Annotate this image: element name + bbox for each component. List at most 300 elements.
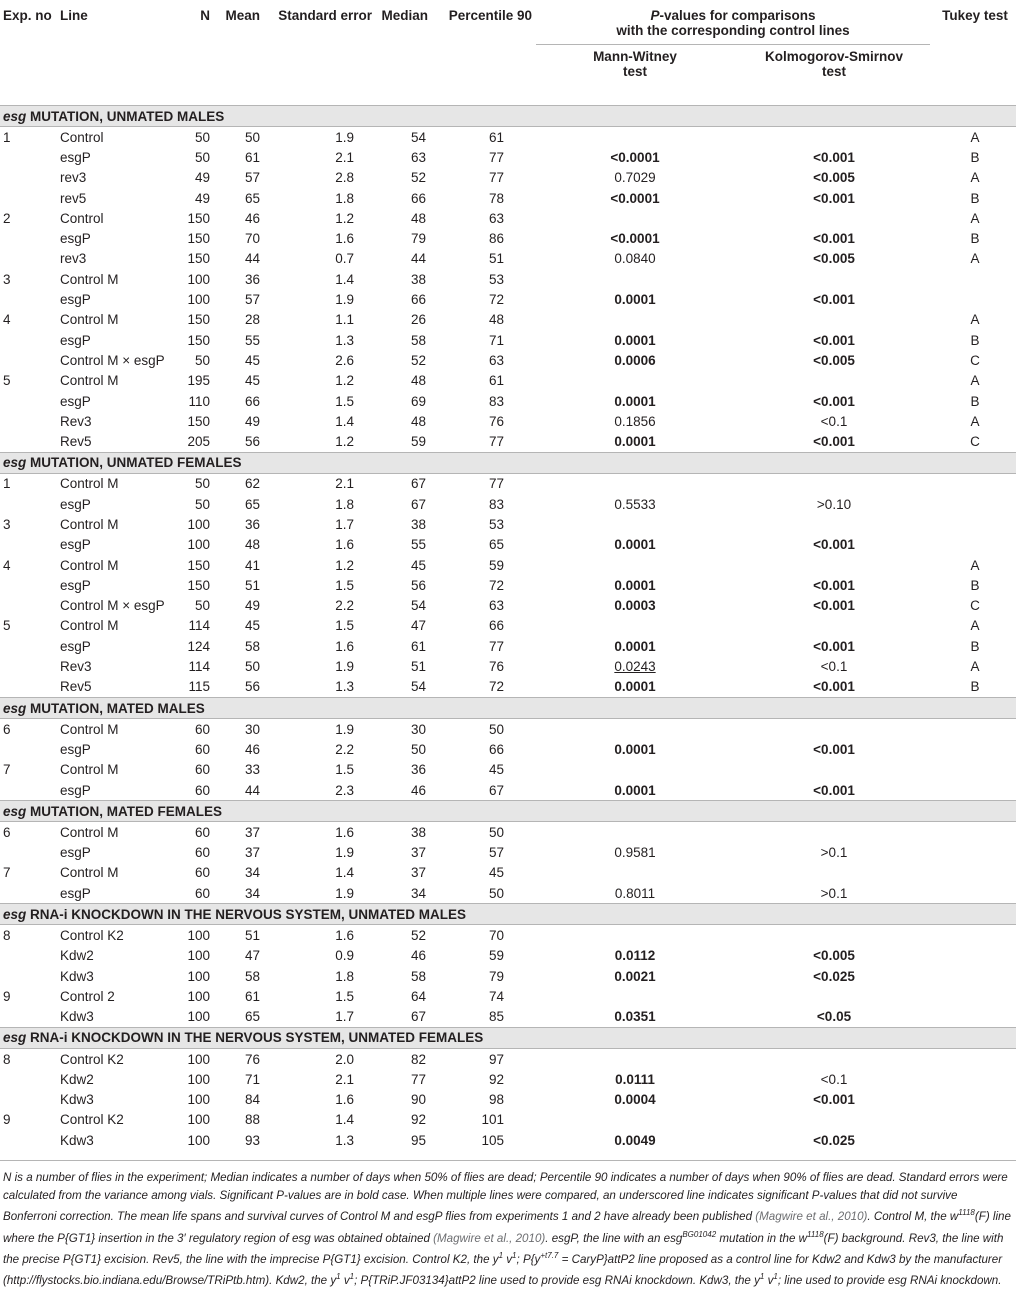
cell-standard-error: 1.9: [335, 845, 354, 861]
cell-line: Control K2: [60, 1051, 124, 1067]
cell-exp-no: [0, 330, 60, 350]
cell-standard-error: 1.5: [335, 618, 354, 634]
footnote-text: . Control M, the w: [867, 1210, 959, 1224]
cell-line: Kdw2: [60, 948, 94, 964]
table-row: [0, 780, 1016, 801]
ks-line1: Kolmogorov-Smirnov: [765, 49, 904, 64]
cell-tukey: B: [970, 679, 980, 695]
cell-kolmogorov-smirnov: [734, 616, 934, 636]
cell-percentile-90: 57: [488, 845, 504, 861]
section-header: [0, 698, 1016, 719]
cell-median: 69: [410, 393, 426, 409]
cell-tukey: C: [970, 598, 980, 614]
cell-mann-witney: 0.1856: [614, 413, 656, 429]
section-title: [0, 1027, 1016, 1048]
cell-median: 36: [410, 762, 426, 778]
cell-exp-no: [0, 249, 60, 269]
cell-median: 45: [410, 557, 426, 573]
cell-mean: 45: [244, 373, 260, 389]
cell-n: 150: [187, 251, 210, 267]
footnote-text: = CaryP}attP2 line proposed as a control line for Kdw2 and Kdw3 by the manufacturer (http://flystocks.bio.indiana.edu/Browse/TRiPtb.htm). Kdw2, the y: [3, 1252, 1003, 1288]
cell-mann-witney: 0.0001: [614, 537, 656, 553]
cell-mann-witney: <0.0001: [610, 231, 660, 247]
cell-percentile-90: 66: [488, 741, 504, 757]
cell-percentile-90: 77: [488, 170, 504, 186]
cell-kolmogorov-smirnov: >0.10: [816, 496, 852, 512]
table-row: [0, 863, 1016, 883]
cell-mann-witney: 0.0351: [614, 1009, 656, 1025]
cell-mann-witney: [536, 760, 734, 780]
cell-standard-error: 2.2: [335, 741, 354, 757]
cell-n: 150: [187, 312, 210, 328]
cell-n: 100: [187, 1112, 210, 1128]
cell-percentile-90: 71: [488, 332, 504, 348]
superscript: 1: [759, 1272, 765, 1282]
cell-median: 90: [410, 1092, 426, 1108]
cell-line: Control M: [60, 618, 119, 634]
footnote-text: ; P{TRiP.JF03134}attP2 line used to provide esg RNAi knockdown. Kdw3, the y: [354, 1274, 760, 1288]
cell-n: 100: [187, 1071, 210, 1087]
cell-line: esgP: [60, 537, 91, 553]
cell-mean: 57: [244, 170, 260, 186]
cell-kolmogorov-smirnov: [734, 760, 934, 780]
cell-median: 77: [410, 1071, 426, 1087]
cell-tukey: [934, 1110, 1016, 1130]
cell-percentile-90: 72: [488, 577, 504, 593]
cell-standard-error: 2.3: [335, 782, 354, 798]
cell-mann-witney: 0.0001: [614, 679, 656, 695]
cell-kolmogorov-smirnov: <0.001: [813, 292, 855, 308]
cell-kolmogorov-smirnov: <0.1: [820, 413, 848, 429]
section-title-text: MUTATION, UNMATED FEMALES: [26, 455, 242, 471]
cell-exp-no: [0, 411, 60, 431]
table-row: [0, 350, 1016, 370]
cell-median: 46: [410, 948, 426, 964]
cell-standard-error: 1.8: [335, 190, 354, 206]
cell-median: 34: [410, 885, 426, 901]
section-title: [0, 452, 1016, 473]
cell-standard-error: 0.7: [335, 251, 354, 267]
cell-exp-no: [0, 1089, 60, 1109]
cell-tukey: [934, 1130, 1016, 1150]
reference-link[interactable]: (Magwire et al., 2010): [755, 1210, 868, 1224]
table-row: [0, 371, 1016, 391]
cell-kolmogorov-smirnov: [734, 555, 934, 575]
cell-standard-error: 1.4: [335, 413, 354, 429]
cell-mann-witney: 0.0001: [614, 638, 656, 654]
section-title-gene: esg: [3, 906, 27, 922]
cell-line: Control: [60, 210, 104, 226]
cell-exp-no: [0, 1069, 60, 1089]
cell-n: 150: [187, 557, 210, 573]
cell-kolmogorov-smirnov: <0.001: [813, 638, 855, 654]
table-row: [0, 636, 1016, 656]
cell-exp-no: 3: [3, 516, 11, 532]
section-title-text: MUTATION, MATED MALES: [26, 700, 205, 716]
cell-line: Kdw2: [60, 1071, 94, 1087]
footnote-text: (F) background. Rev3, the line with the precise P{GT1} excision. Rev5, the line with the imprecise P{GT1} excision. Control K2, the y: [3, 1231, 1004, 1266]
cell-percentile-90: 92: [488, 1071, 504, 1087]
cell-median: 54: [410, 679, 426, 695]
cell-n: 49: [194, 170, 210, 186]
cell-median: 48: [410, 210, 426, 226]
cell-tukey: A: [970, 210, 980, 226]
cell-median: 38: [410, 824, 426, 840]
cell-mann-witney: 0.0001: [614, 332, 656, 348]
cell-percentile-90: 61: [488, 373, 504, 389]
table-row: [0, 1007, 1016, 1028]
cell-exp-no: [0, 780, 60, 801]
cell-tukey: [934, 1089, 1016, 1109]
cell-percentile-90: 63: [488, 210, 504, 226]
cell-mann-witney: 0.0003: [614, 598, 656, 614]
cell-median: 92: [410, 1112, 426, 1128]
cell-mann-witney: 0.0001: [614, 292, 656, 308]
cell-mean: 44: [244, 251, 260, 267]
cell-mean: 66: [244, 393, 260, 409]
header-mean: Mean: [225, 8, 260, 23]
cell-line: Rev3: [60, 659, 92, 675]
header-percentile-90: Percentile 90: [448, 8, 532, 23]
cell-n: 60: [194, 741, 210, 757]
cell-line: Control M: [60, 557, 119, 573]
cell-kolmogorov-smirnov: [734, 1048, 934, 1069]
cell-exp-no: [0, 431, 60, 452]
cell-tukey: B: [970, 332, 980, 348]
cell-line: Control M: [60, 373, 119, 389]
cell-percentile-90: 45: [488, 865, 504, 881]
cell-median: 48: [410, 413, 426, 429]
section-title-gene: esg: [3, 108, 27, 124]
cell-exp-no: [0, 677, 60, 698]
cell-line: esgP: [60, 782, 91, 798]
cell-percentile-90: 98: [488, 1092, 504, 1108]
cell-mean: 36: [244, 271, 260, 287]
cell-tukey: [934, 535, 1016, 555]
superscript: 1: [512, 1251, 517, 1261]
cell-line: esgP: [60, 577, 91, 593]
cell-standard-error: 1.6: [335, 231, 354, 247]
cell-mean: 45: [244, 618, 260, 634]
cell-standard-error: 1.5: [335, 393, 354, 409]
section-title-text: MUTATION, MATED FEMALES: [26, 803, 222, 819]
cell-kolmogorov-smirnov: <0.001: [813, 393, 855, 409]
cell-line: esgP: [60, 845, 91, 861]
cell-mean: 65: [244, 190, 260, 206]
cell-n: 60: [194, 762, 210, 778]
cell-line: Control M: [60, 476, 119, 492]
cell-tukey: [934, 966, 1016, 986]
cell-mann-witney: 0.0001: [614, 741, 656, 757]
cell-standard-error: 2.0: [335, 1051, 354, 1067]
cell-median: 52: [410, 170, 426, 186]
cell-percentile-90: 70: [488, 928, 504, 944]
cell-median: 48: [410, 373, 426, 389]
table-row: [0, 986, 1016, 1006]
cell-median: 66: [410, 190, 426, 206]
cell-line: Control M: [60, 824, 119, 840]
footnote-text: ; P{y: [516, 1252, 541, 1266]
table-row: [0, 1069, 1016, 1089]
cell-exp-no: 4: [3, 557, 11, 573]
cell-percentile-90: 97: [488, 1051, 504, 1067]
header-tukey: Tukey test: [942, 8, 1008, 23]
cell-exp-no: 9: [3, 1112, 11, 1128]
cell-exp-no: [0, 1130, 60, 1150]
cell-line: esgP: [60, 741, 91, 757]
cell-line: rev3: [60, 170, 87, 186]
section-title: [0, 801, 1016, 822]
cell-kolmogorov-smirnov: <0.001: [813, 332, 855, 348]
cell-mann-witney: [536, 127, 734, 148]
cell-n: 114: [188, 618, 210, 634]
cell-mean: 70: [244, 231, 260, 247]
section-title-gene: esg: [3, 803, 27, 819]
cell-standard-error: 1.9: [335, 129, 354, 145]
cell-mean: 46: [244, 741, 260, 757]
section-header: [0, 106, 1016, 127]
header-mann-witney: [536, 45, 734, 106]
cell-mean: 44: [244, 782, 260, 798]
superscript: 1: [349, 1272, 355, 1282]
cell-kolmogorov-smirnov: [734, 208, 934, 228]
header-pvalues-group: [536, 0, 934, 45]
section-header: [0, 801, 1016, 822]
table-row: [0, 535, 1016, 555]
cell-kolmogorov-smirnov: [734, 822, 934, 843]
cell-tukey: [934, 1007, 1016, 1028]
cell-kolmogorov-smirnov: <0.001: [813, 598, 855, 614]
cell-kolmogorov-smirnov: [734, 925, 934, 946]
cell-exp-no: 2: [3, 210, 11, 226]
cell-exp-no: [0, 391, 60, 411]
cell-mean: 61: [244, 988, 260, 1004]
cell-n: 60: [194, 782, 210, 798]
cell-median: 55: [410, 537, 426, 553]
table-row: [0, 249, 1016, 269]
cell-median: 51: [410, 659, 426, 675]
cell-median: 64: [410, 988, 426, 1004]
cell-mean: 58: [244, 638, 260, 654]
table-row: [0, 208, 1016, 228]
cell-n: 49: [194, 190, 210, 206]
cell-kolmogorov-smirnov: [734, 310, 934, 330]
superscript: 1: [498, 1251, 504, 1261]
cell-line: Rev5: [60, 434, 92, 450]
footnote-text: (F) line where the P{GT1} insertion in the 3′ regulatory region of esg was obtained obtained: [3, 1210, 1011, 1245]
table-row: [0, 555, 1016, 575]
footnote-text: . esgP, the line with an esg: [545, 1231, 683, 1245]
cell-mean: 30: [244, 721, 260, 737]
cell-line: Control M: [60, 721, 119, 737]
cell-n: 100: [187, 1009, 210, 1025]
cell-percentile-90: 79: [488, 968, 504, 984]
table-row: [0, 760, 1016, 780]
table-row: [0, 946, 1016, 966]
cell-exp-no: [0, 966, 60, 986]
cell-line: Control M × esgP: [60, 352, 165, 368]
cell-standard-error: 1.9: [335, 721, 354, 737]
cell-mean: 84: [244, 1092, 260, 1108]
cell-n: 50: [194, 496, 210, 512]
cell-median: 46: [410, 782, 426, 798]
cell-standard-error: 1.1: [335, 312, 354, 328]
cell-percentile-90: 66: [488, 618, 504, 634]
cell-mann-witney: [536, 208, 734, 228]
footnote-text: v: [764, 1274, 774, 1288]
cell-kolmogorov-smirnov: [734, 127, 934, 148]
cell-mean: 48: [244, 537, 260, 553]
cell-line: esgP: [60, 332, 91, 348]
cell-kolmogorov-smirnov: <0.001: [813, 679, 855, 695]
cell-mean: 76: [244, 1051, 260, 1067]
cell-mean: 47: [244, 948, 260, 964]
cell-mann-witney: 0.7029: [614, 170, 656, 186]
cell-percentile-90: 78: [488, 190, 504, 206]
cell-exp-no: [0, 739, 60, 759]
cell-exp-no: [0, 289, 60, 309]
cell-standard-error: 2.1: [335, 1071, 354, 1087]
section-title: [0, 904, 1016, 925]
table-row: [0, 719, 1016, 740]
cell-percentile-90: 50: [488, 885, 504, 901]
cell-mann-witney: [536, 1110, 734, 1130]
cell-tukey: A: [970, 129, 980, 145]
cell-exp-no: [0, 883, 60, 904]
cell-mann-witney: [536, 1048, 734, 1069]
cell-n: 124: [187, 638, 210, 654]
cell-mann-witney: 0.0049: [614, 1132, 656, 1148]
cell-mann-witney: 0.9581: [614, 845, 656, 861]
cell-percentile-90: 72: [488, 679, 504, 695]
ks-line2: test: [822, 64, 847, 79]
cell-tukey: [934, 883, 1016, 904]
cell-n: 100: [187, 988, 210, 1004]
mann-line2: test: [622, 64, 647, 79]
cell-median: 66: [410, 292, 426, 308]
footnote-text: v: [340, 1274, 350, 1288]
cell-tukey: [934, 986, 1016, 1006]
cell-tukey: [934, 822, 1016, 843]
cell-standard-error: 1.4: [335, 865, 354, 881]
cell-standard-error: 1.6: [335, 824, 354, 840]
cell-kolmogorov-smirnov: <0.001: [813, 577, 855, 593]
cell-standard-error: 1.6: [335, 638, 354, 654]
cell-standard-error: 1.4: [335, 1112, 354, 1128]
cell-exp-no: 5: [3, 618, 11, 634]
pvalues-group-label: P-values for comparisons with the corresponding control lines: [536, 8, 930, 45]
cell-exp-no: 1: [3, 129, 11, 145]
section-title-text: MUTATION, UNMATED MALES: [26, 108, 225, 124]
cell-tukey: B: [970, 577, 980, 593]
cell-percentile-90: 77: [488, 638, 504, 654]
cell-line: rev3: [60, 251, 87, 267]
cell-mann-witney: [536, 616, 734, 636]
cell-mean: 34: [244, 865, 260, 881]
cell-exp-no: [0, 656, 60, 676]
cell-mann-witney: 0.0021: [614, 968, 656, 984]
cell-standard-error: 2.1: [335, 476, 354, 492]
header-kolmogorov-smirnov: [734, 45, 934, 106]
cell-tukey: [934, 719, 1016, 740]
table-row: [0, 1110, 1016, 1130]
cell-n: 100: [187, 1051, 210, 1067]
cell-n: 150: [187, 577, 210, 593]
cell-kolmogorov-smirnov: <0.001: [813, 537, 855, 553]
table-header: [0, 0, 1016, 106]
cell-line: Control: [60, 129, 104, 145]
cell-median: 61: [410, 638, 426, 654]
cell-mean: 33: [244, 762, 260, 778]
cell-mean: 57: [244, 292, 260, 308]
table-row: [0, 411, 1016, 431]
section-title-gene: esg: [3, 1030, 27, 1046]
cell-exp-no: [0, 843, 60, 863]
cell-kolmogorov-smirnov: <0.001: [813, 741, 855, 757]
cell-mean: 50: [244, 659, 260, 675]
cell-line: esgP: [60, 292, 91, 308]
cell-exp-no: 9: [3, 988, 11, 1004]
cell-mann-witney: 0.0001: [614, 393, 656, 409]
cell-exp-no: [0, 494, 60, 514]
cell-median: 47: [410, 618, 426, 634]
cell-tukey: [934, 760, 1016, 780]
cell-tukey: A: [970, 312, 980, 328]
cell-percentile-90: 76: [488, 413, 504, 429]
cell-mean: 61: [244, 149, 260, 165]
cell-percentile-90: 77: [488, 434, 504, 450]
table-row: [0, 147, 1016, 167]
cell-exp-no: 6: [3, 721, 11, 737]
cell-tukey: [934, 863, 1016, 883]
cell-mann-witney: 0.0001: [614, 434, 656, 450]
table-row: [0, 330, 1016, 350]
cell-standard-error: 1.9: [335, 292, 354, 308]
reference-link[interactable]: (Magwire et al., 2010): [433, 1231, 546, 1245]
cell-standard-error: 1.5: [335, 988, 354, 1004]
cell-exp-no: 1: [3, 476, 11, 492]
cell-mann-witney: 0.0112: [614, 948, 656, 964]
cell-tukey: [934, 1048, 1016, 1069]
table-row: [0, 575, 1016, 595]
table-row: [0, 168, 1016, 188]
cell-mann-witney: [536, 986, 734, 1006]
cell-median: 30: [410, 721, 426, 737]
cell-standard-error: 1.3: [335, 1132, 354, 1148]
cell-kolmogorov-smirnov: <0.025: [813, 968, 855, 984]
cell-standard-error: 1.2: [335, 434, 354, 450]
cell-tukey: A: [970, 251, 980, 267]
cell-mann-witney: [536, 555, 734, 575]
cell-n: 60: [194, 824, 210, 840]
cell-tukey: A: [970, 659, 980, 675]
section-title: [0, 106, 1016, 127]
cell-exp-no: 6: [3, 824, 11, 840]
cell-line: Control M: [60, 865, 119, 881]
cell-mean: 65: [244, 1009, 260, 1025]
cell-standard-error: 1.7: [335, 1009, 354, 1025]
cell-line: Control M × esgP: [60, 598, 165, 614]
cell-line: Control M: [60, 516, 119, 532]
cell-n: 150: [187, 413, 210, 429]
cell-kolmogorov-smirnov: [734, 986, 934, 1006]
cell-standard-error: 2.6: [335, 352, 354, 368]
cell-percentile-90: 76: [488, 659, 504, 675]
cell-line: Kdw3: [60, 1009, 94, 1025]
cell-median: 82: [410, 1051, 426, 1067]
cell-kolmogorov-smirnov: <0.005: [813, 948, 855, 964]
cell-standard-error: 1.2: [335, 373, 354, 389]
